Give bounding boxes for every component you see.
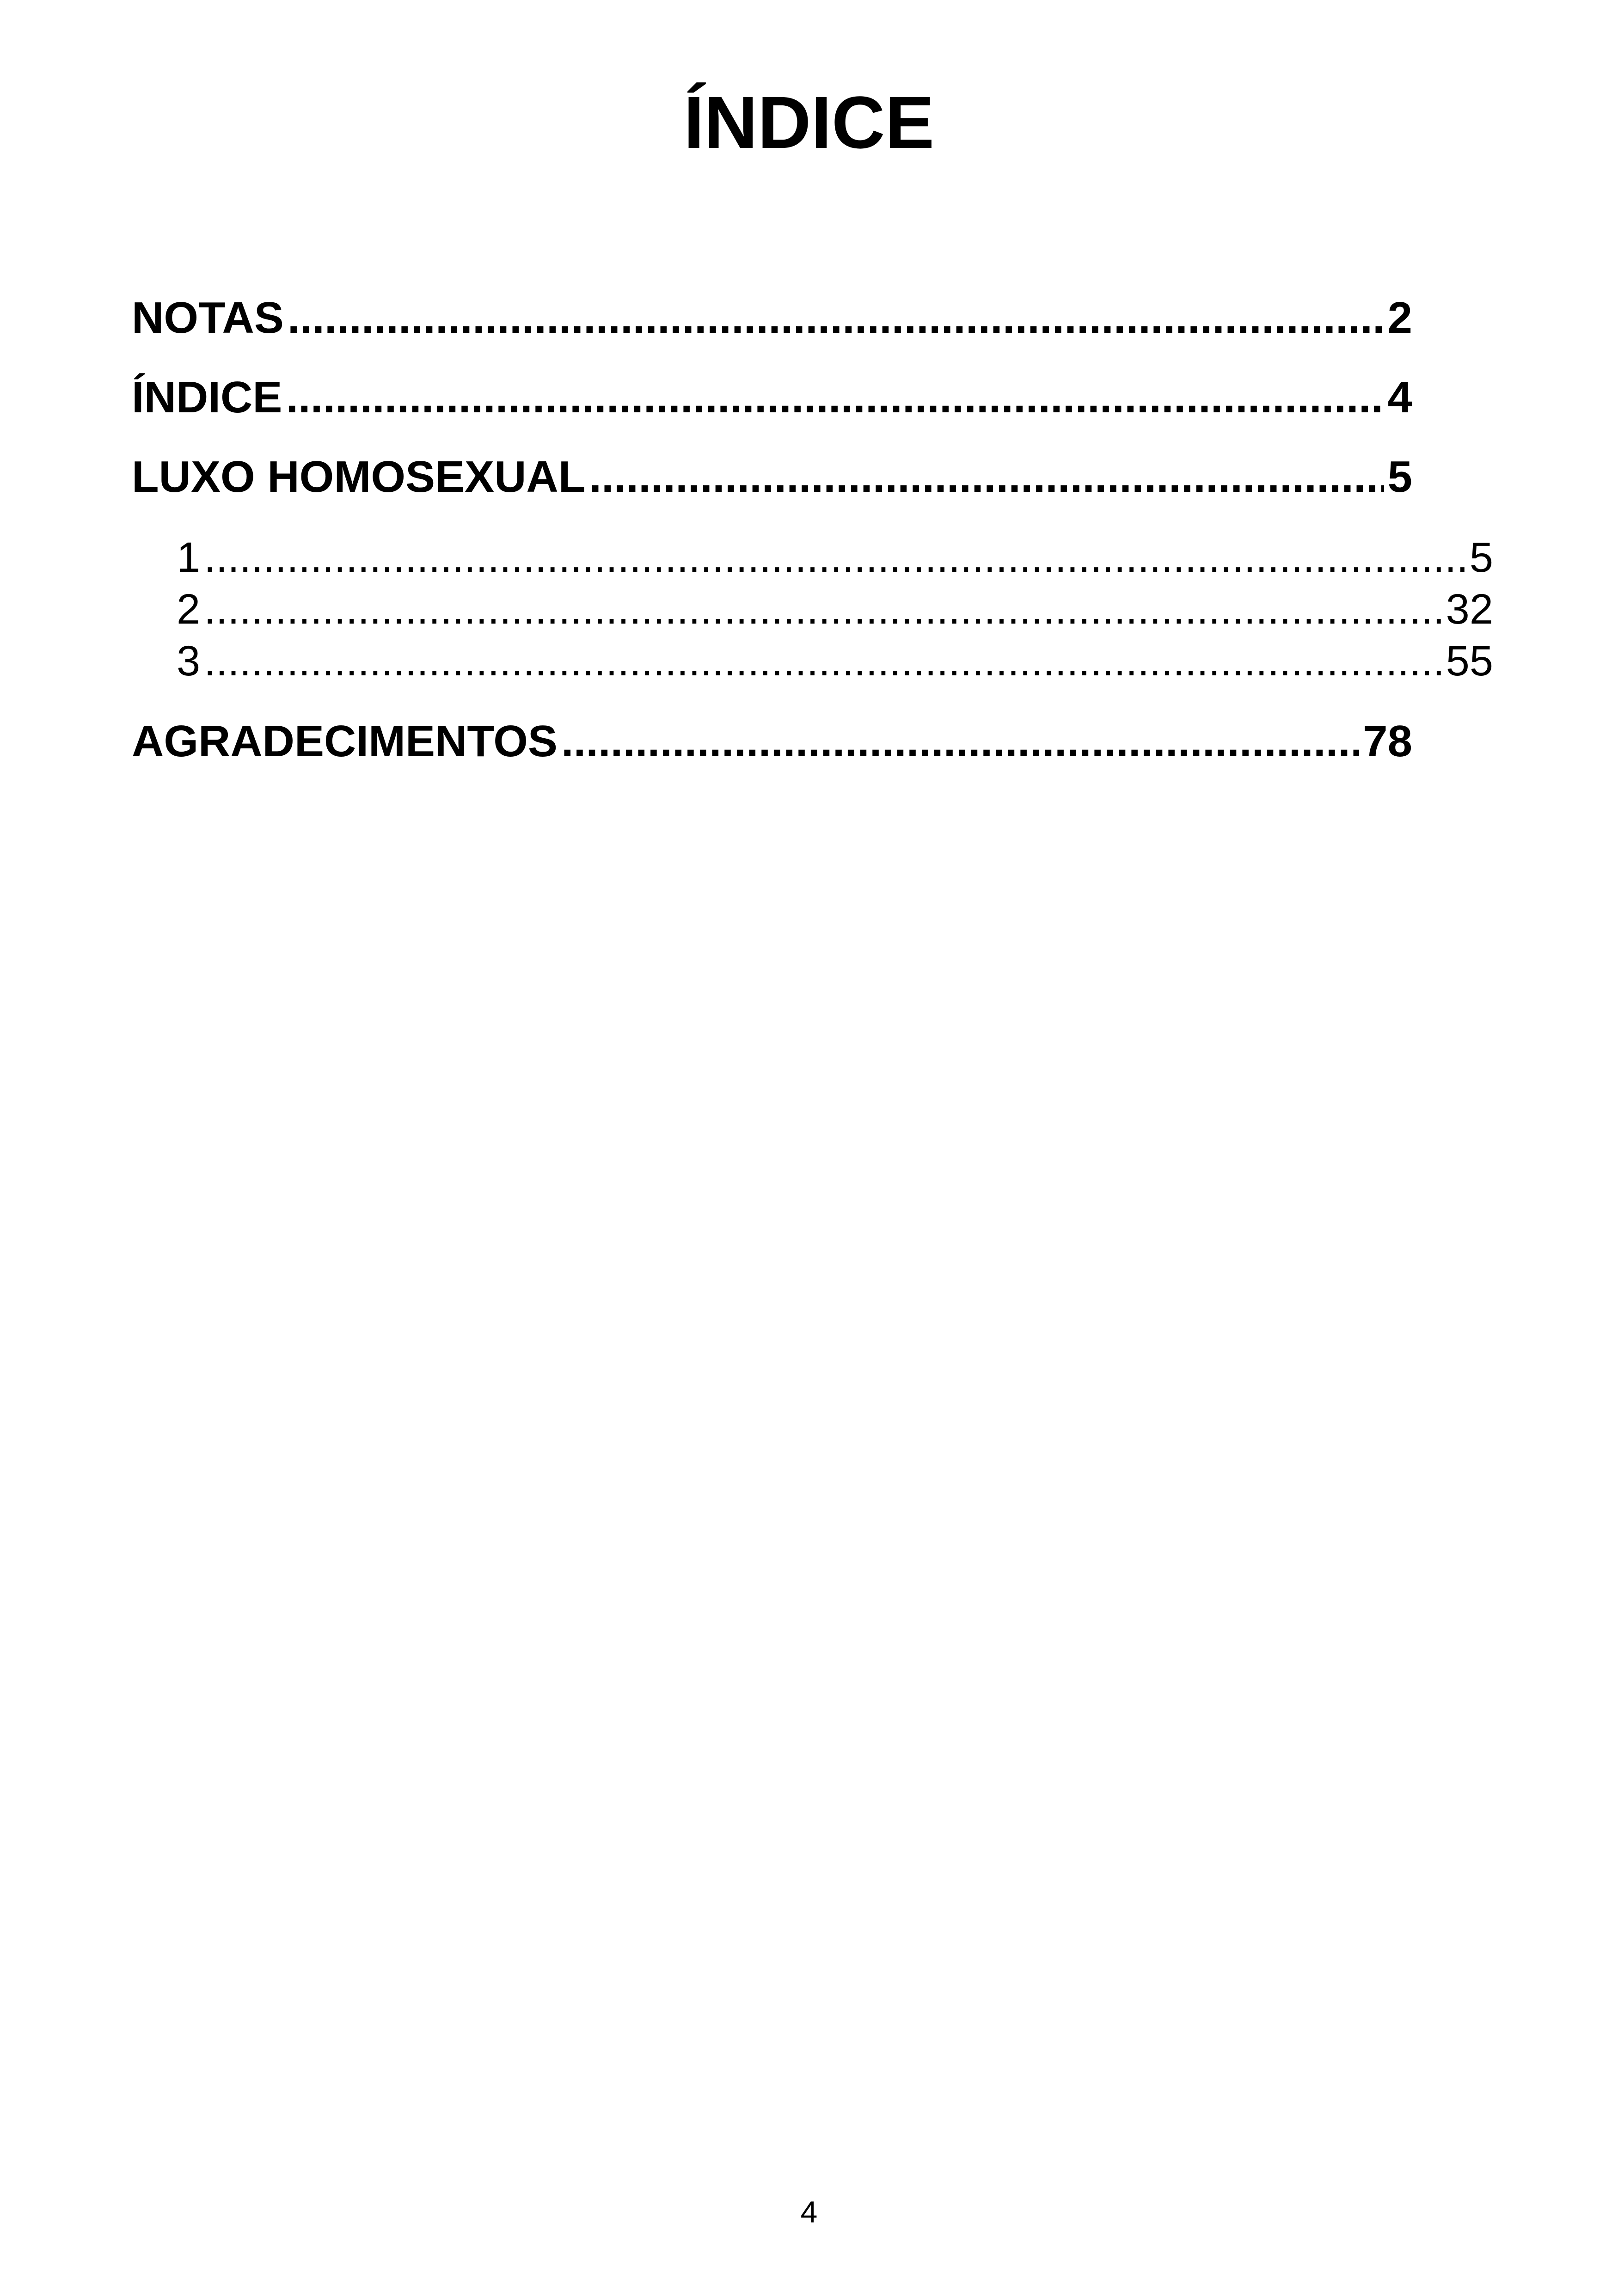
- toc-dot-leader: [561, 714, 1359, 769]
- toc-subentry-2[interactable]: [177, 583, 1493, 635]
- toc-entry-page: 32: [1446, 586, 1493, 633]
- toc-dot-leader: [286, 370, 1384, 425]
- toc-entry-label: 1: [177, 534, 201, 581]
- toc-entry-label: ÍNDICE: [132, 373, 282, 422]
- page-number: 4: [800, 2195, 818, 2229]
- page-title: ÍNDICE: [683, 81, 935, 164]
- toc-entry-luxo-homosexual[interactable]: [132, 449, 1412, 505]
- toc-entry-page: 5: [1469, 534, 1493, 581]
- toc-subentry-3[interactable]: [177, 635, 1493, 687]
- toc-entry-label: NOTAS: [132, 293, 284, 343]
- toc-entry-label: 2: [177, 586, 201, 633]
- toc-entry-page: 5: [1387, 452, 1412, 502]
- toc-dot-leader: [204, 635, 1442, 687]
- toc-entry-page: 78: [1363, 716, 1412, 766]
- toc-entry-agradecimentos[interactable]: [132, 714, 1412, 769]
- toc-subentry-1[interactable]: [177, 532, 1493, 583]
- toc-dot-leader: [589, 449, 1384, 505]
- toc-entry-label: AGRADECIMENTOS: [132, 716, 558, 766]
- toc-entry-page: 4: [1387, 373, 1412, 422]
- toc-entry-indice[interactable]: [132, 370, 1412, 425]
- toc-entry-notas[interactable]: [132, 290, 1412, 346]
- toc-entry-page: 2: [1387, 293, 1412, 343]
- toc-dot-leader: [204, 583, 1442, 635]
- toc-dot-leader: [204, 532, 1466, 583]
- toc-entry-label: 3: [177, 637, 201, 685]
- toc-entry-page: 55: [1446, 637, 1493, 685]
- toc-entry-label: LUXO HOMOSEXUAL: [132, 452, 586, 502]
- toc-dot-leader: [288, 290, 1384, 346]
